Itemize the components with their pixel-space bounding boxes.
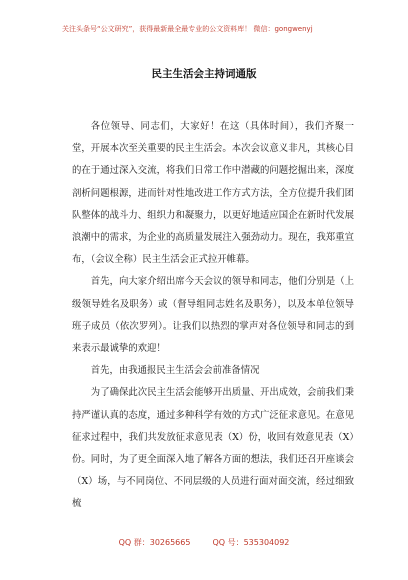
paragraph-section-heading: 首先，由我通报民主生活会会前准备情况 (90, 365, 260, 377)
footer-qq-group: QQ 群：30265665 (118, 538, 191, 547)
header-promo-text: 关注头条号“公文研究”，获得最新最全最专业的公文资料库！ 微信：gongwenyj (62, 25, 313, 33)
document-title: 民主生活会主持词通版 (151, 68, 257, 80)
footer-qq-number: QQ 号：535304092 (212, 538, 290, 547)
paragraph-preparation: 为了确保此次民主生活会能够开出质量、开出成效，会前我们秉持严谨认真的态度，通过多种科学有效的方式广泛征求意见。在意见征求过程中，我们共发放征求意见表（X）份，收回有效意见表（X）份。同时，为了更全面深入地了解各方面的想法，我们还召开座谈会（X）场，与不同岗位、不同层级的人员进行面对面交流，经过细致梳 (72, 387, 354, 510)
footer-contact (0, 537, 408, 548)
document-body (72, 116, 354, 516)
paragraph-introduction: 首先，向大家介绍出席今天会议的领导和同志，他们分别是（上级领导姓名及职务）或（督导组同志姓名及职务），以及本单位领导班子成员（依次罗列）。让我们以热烈的掌声对各位领导和同志的到来表示最诚挚的欢迎！ (72, 276, 354, 355)
paragraph-opening: 各位领导、同志们，大家好！在这（具体时间），我们齐聚一堂，开展本次至关重要的民主生活会。本次会议意义非凡，其核心目的在于通过深入交流，将我们日常工作中潜藏的问题挖掘出来，深度剖析问题根源，进而针对性地改进工作方式方法，全方位提升我们团队整体的战斗力、组织力和凝聚力，以更好地适应国企在新时代发展浪潮中的需求，为企业的高质量发展注入强劲动力。现在，我郑重宣布，（会议全称）民主生活会正式拉开帷幕。 (72, 121, 354, 266)
